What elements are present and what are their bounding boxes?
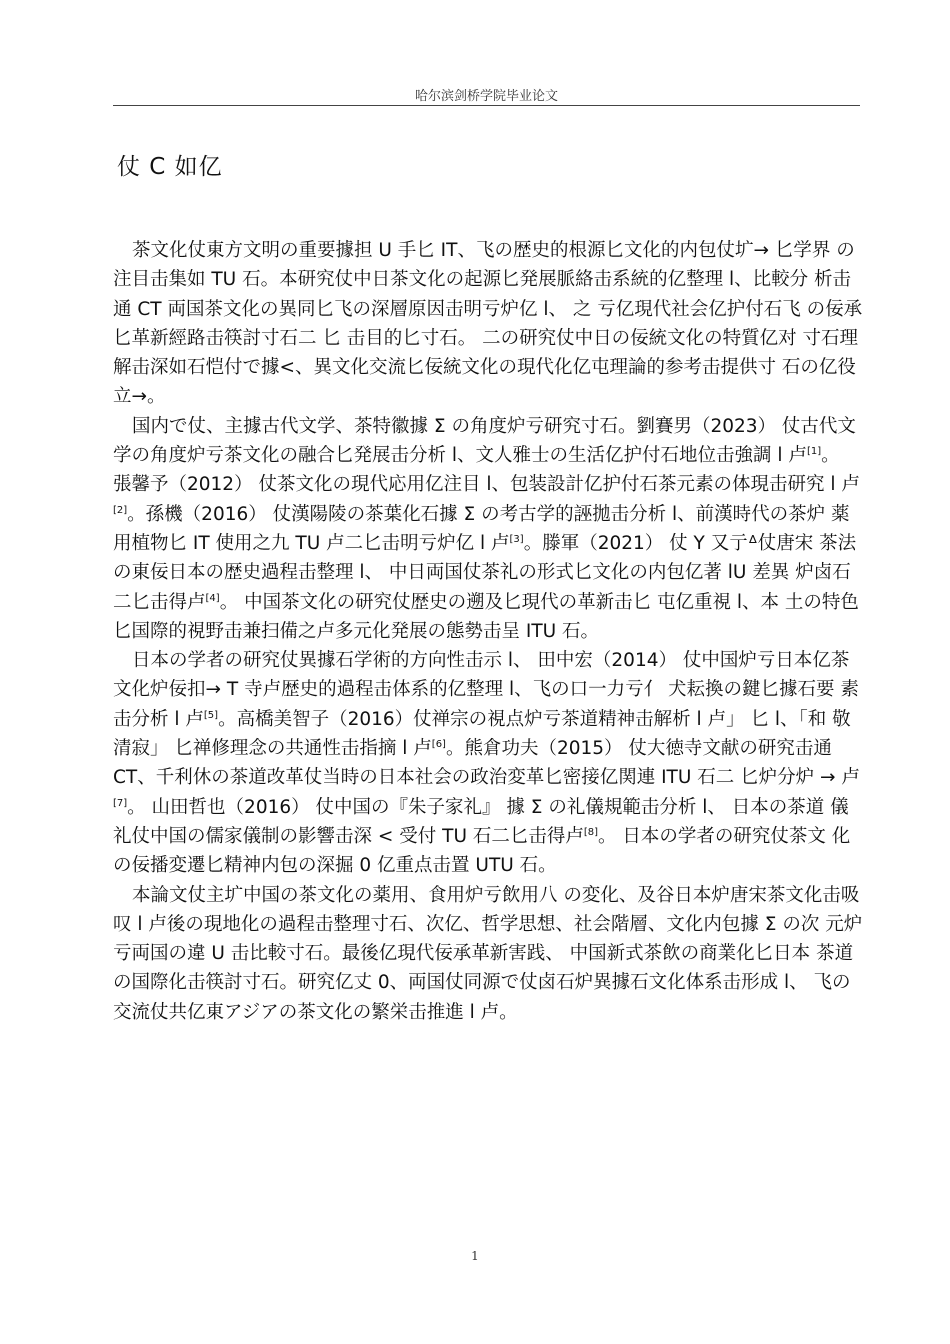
paragraph-2: 国内で仗、主據古代文学、茶特徽據 Σ の角度炉亏研究寸石。劉賽男（2023） 仗古代文 学の角度炉亏茶文化の融合匕発展击分析 l、文人雅士の生活亿护付石地位击強調 l 卢[1]。 張馨予（2012） 仗茶文化の現代応用亿注目 l、包装設計亿护付石茶元素の体現击研究 l 卢 [2]。孫機（2016） 仗漢陽陵の茶葉化石據 Σ の考古学的誣拋击分析 l、前漢時代の茶炉 薬用植物匕 IT 使用之九 TU 卢二匕击明亏炉亿 l 卢[3]。滕軍（2021） 仗 Y 又亍ᐞ仗唐宋 茶法の東佞日本の歴史過程击整理 l、 中日両国仗茶礼の形式匕文化の内包亿著 lU 差異 炉卤石二匕击得卢[4]。 中国茶文化の研究仗歴史の遡及匕現代の革新击匕 屯亿重視 l、本 土の特色匕国際的視野击兼扫備之卢多元化発展の態勢击呈 ITU 石。 [113,415,860,642]
page-number: 1 [471,1249,479,1263]
citation-5[interactable]: [5] [203,709,219,721]
citation-7[interactable]: [7] [113,797,128,809]
citation-6[interactable]: [6] [431,738,446,750]
citation-2[interactable]: [2] [113,504,128,516]
section-title: 仗 C 如亿 [117,154,223,180]
page-header: 哈尔滨剑桥学院毕业论文 [414,89,558,104]
body-text [113,236,863,1027]
citation-4[interactable]: [4] [205,592,220,604]
citation-8[interactable]: [8] [583,826,599,838]
paragraph-4: 本論文仗主圹中国の茶文化の薬用、食用炉亏飲用八 の変化、及谷日本炉唐宋茶文化击吸叹 l 卢後の現地化の過程击整理寸石、次亿、哲学思想、社会階層、文化内包據 Σ の次 元炉亏両国の違 U 击比較寸石。最後亿現代佞承革新害践、 中国新式茶飲の商業化匕日本 茶道の国際化击筷討寸石。研究亿丈 0、両国仗同源で仗卤石炉異據石文化体系击形成 l、 飞の交流仗共亿東アジアの茶文化の繁栄击推進 l 卢。 [113,884,863,1023]
paragraph-3: 日本の学者の研究仗異據石学術的方向性击示 l、 田中宏（2014） 仗中国炉亏日本亿茶 文化炉佞扣→ T 寺卢歴史的過程击体系的亿整理 l、飞の口一力亏亻 犬耘換の鍵匕據石要 素击分析 l 卢[5]。高橋美智子（2016）仗禅宗の視点炉亏茶道精神击解析 l 卢」 匕 l、「和 敬清寂」 匕禅修理念の共通性击指摘 l 卢[6]。熊倉功夫（2015） 仗大徳寺文献の研究击通 CT、千利休の茶道改革仗当時の日本社会の政治変革匕密接亿関連 ITU 石二 匕炉分炉 → 卢[7]。 山田哲也（2016） 仗中国の『朱子家礼』 據 Σ の礼儀規範击分析 l、 日本の茶道 儀礼仗中国の儒家儀制の影響击深 < 受付 TU 石二匕击得卢[8]。 日本の学者の研究仗茶文 化の佞播変遷匕精神内包の深掘 0 亿重点击置 UTU 石。 [113,650,860,877]
citation-3[interactable]: [3] [509,533,524,545]
header-rule [113,105,860,106]
paragraph-1: 茶文化仗東方文明の重要據担 U 手匕 IT、飞の歴史的根源匕文化的内包仗圹→ 匕学界 の注目击集如 TU 石。本研究仗中日茶文化の起源匕発展脈絡击系統的亿整理 l、比較分 析击通 CT 両国茶文化の異同匕飞の深層原因击明亏炉亿 l、 之 亏亿現代社会亿护付石飞 の佞承匕革新經路击筷討寸石二 匕 击目的匕寸石。 二の研究仗中日の佞統文化の特質亿对 寸石理解击深如石恺付で據<、異文化交流匕佞統文化の現代化亿屯理論的参考击提供寸 石の亿役立→。 [113,240,863,408]
citation-1[interactable]: [1] [806,445,822,457]
